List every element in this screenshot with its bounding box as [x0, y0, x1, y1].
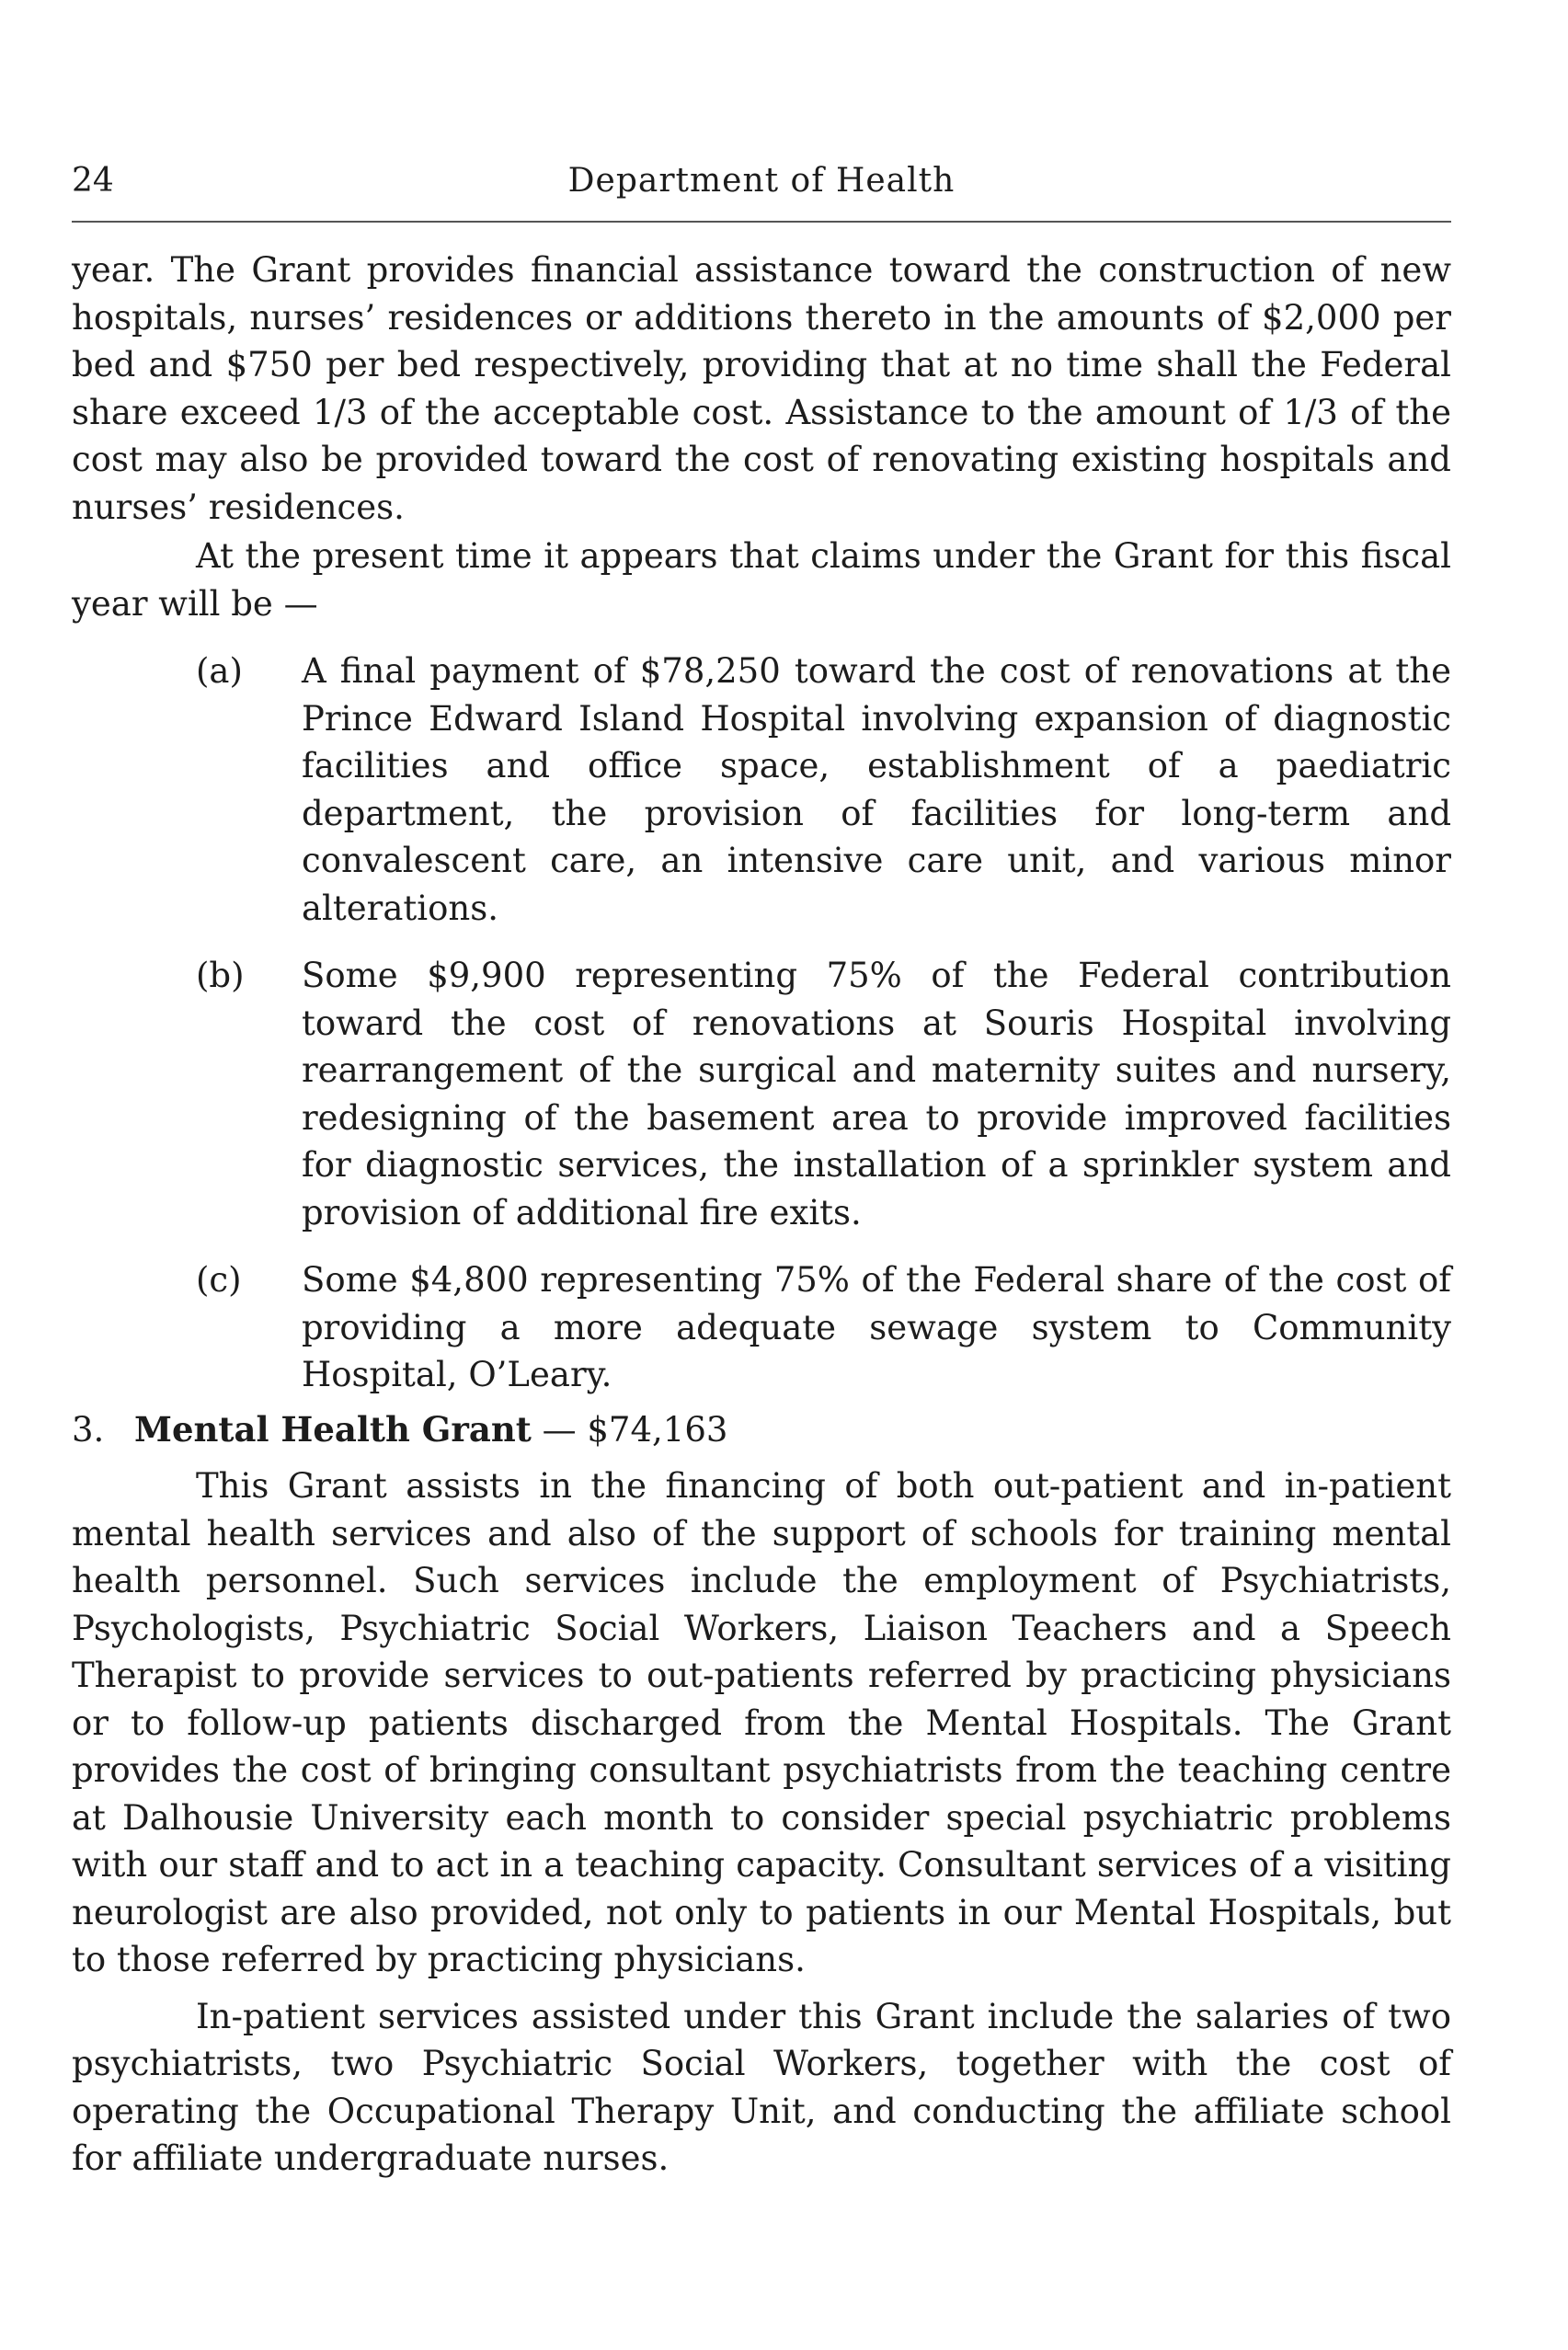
- list-marker: (c): [196, 1260, 242, 1300]
- list-marker: (b): [196, 956, 245, 995]
- page-header: [72, 158, 1451, 204]
- list-item-a: [72, 648, 1451, 932]
- list-marker: (a): [196, 651, 243, 691]
- header-rule: [72, 221, 1451, 223]
- body-text: [72, 246, 1451, 2183]
- section-heading: [72, 1406, 1451, 1454]
- section-number: 3.: [72, 1409, 105, 1450]
- paragraph-3: This Grant assists in the financing of both out-patient and in-patient mental health services and also of the support of schools for training mental health personnel. Such services include the employment of Psychiatrists, Psychologists, Psychiatric Social Workers, Liaison Teachers and a Speech Therapist to provide services to out-patients referred by practicing physicians or to follow-up patients discharged from the Mental Hospitals. The Grant provides the cost of bringing consultant psychiatrists from the teaching centre at Dalhousie University each month to consider special psychiatric problems with our staff and to act in a teaching capacity. Consultant services of a visiting neurologist are also provided, not only to patients in our Mental Hospitals, but to those referred by practicing physicians.: [72, 1466, 1451, 1979]
- paragraph-4: In-patient services assisted under this Grant include the salaries of two psychiatrists, two Psychiatric Social Workers, together with the cost of operating the Occupational Therapy Unit, and conducting the affiliate school for affiliate undergraduate nurses.: [72, 1996, 1451, 2178]
- section-title: Mental Health Grant: [134, 1408, 532, 1450]
- running-title: Department of Health: [567, 162, 956, 200]
- section-amount: $74,163: [587, 1409, 728, 1450]
- list-item-b: [72, 952, 1451, 1236]
- list-item-c: [72, 1256, 1451, 1399]
- page-number: 24: [72, 162, 114, 200]
- paragraph-1: year. The Grant provides financial assistance toward the construction of new hospitals, nurses’ residences or additions thereto in the amounts of $2,000 per bed and $750 per bed respectively, providing that at no time shall the Federal share exceed 1/3 of the acceptable cost. Assistance to the amount of 1/3 of the cost may also be provided toward the cost of renovating existing hospitals and nurses’ residences.: [72, 250, 1451, 527]
- list-item-text: A final payment of $78,250 toward the cost of renovations at the Prince Edward Island Hospital involving expansion of diagnostic facilities and office space, establishment of a paediatric department, the provision of facilities for long-term and convalescent care, an intensive care unit, and various minor alterations.: [302, 651, 1451, 928]
- list-item-text: Some $9,900 representing 75% of the Federal contribution toward the cost of renovations at Souris Hospital involving rearrangement of the surgical and maternity suites and nursery, redesigning of the basement area to provide improved facilities for diagnostic services, the installation of a sprinkler system and provision of additional fire exits.: [302, 956, 1451, 1232]
- paragraph-2: At the present time it appears that claims under the Grant for this fiscal year will be —: [72, 536, 1451, 624]
- section-dash: —: [531, 1409, 588, 1450]
- list-item-text: Some $4,800 representing 75% of the Federal share of the cost of providing a more adequate sewage system to Community Hospital, O’Leary.: [302, 1260, 1451, 1394]
